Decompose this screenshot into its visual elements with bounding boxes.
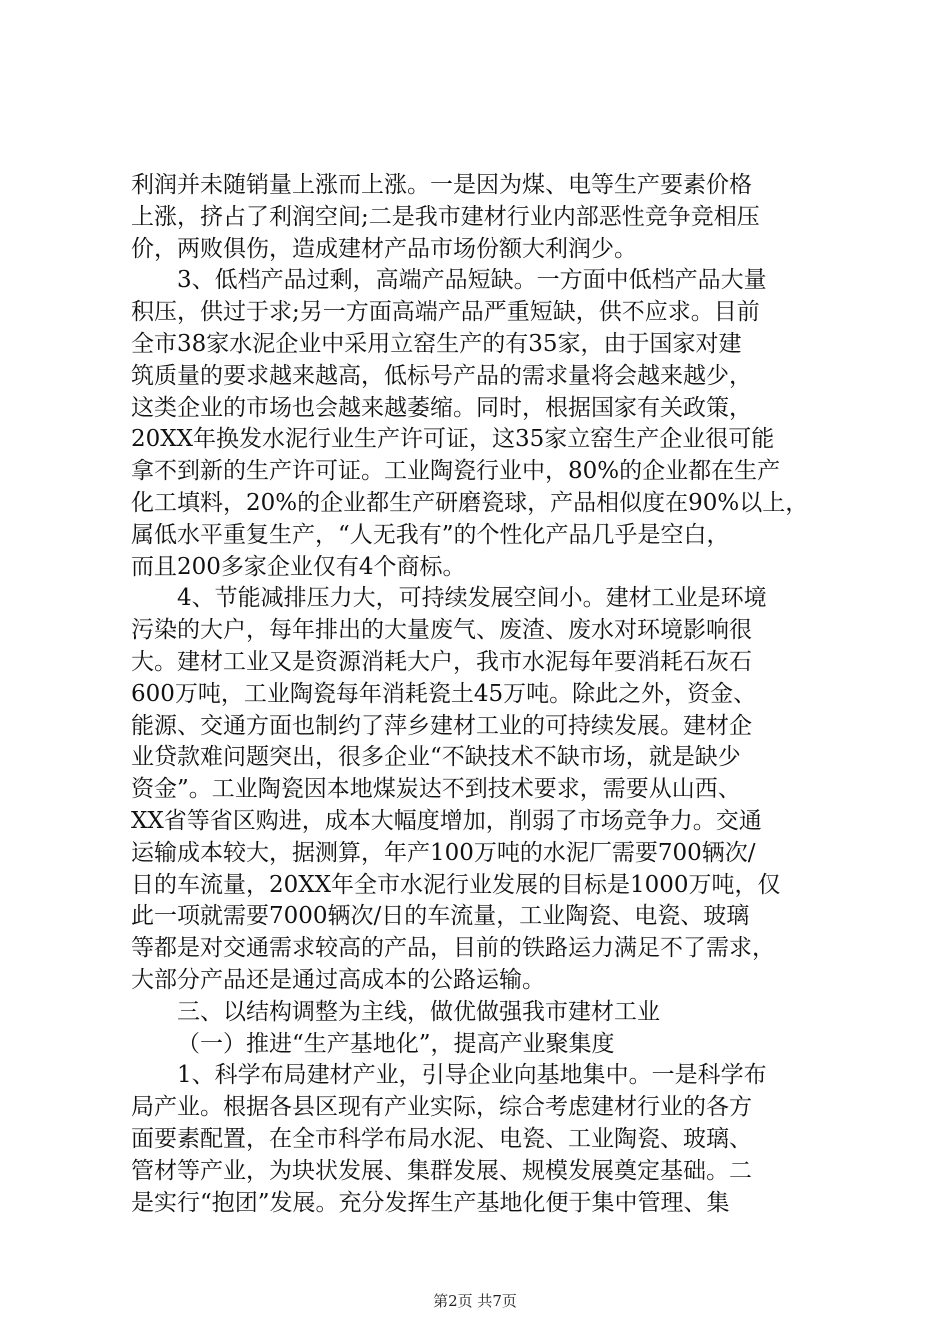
text-line: 污染的大户，每年排出的大量废气、废渣、废水对环境影响很 — [131, 617, 752, 644]
text-line: 是实行“抱团”发展。充分发挥生产基地化便于集中管理、集 — [131, 1189, 730, 1216]
text-line: 等都是对交通需求较高的产品，目前的铁路运力满足不了需求， — [131, 935, 775, 962]
text-line: 4、节能减排压力大，可持续发展空间小。建材工业是环境 — [177, 585, 767, 612]
text-line: XX省等省区购进，成本大幅度增加，削弱了市场竞争力。交通 — [131, 807, 762, 834]
text-line: 全市38家水泥企业中采用立窑生产的有35家，由于国家对建 — [131, 330, 742, 357]
text-line: 筑质量的要求越来越高，低标号产品的需求量将会越来越少， — [131, 362, 752, 389]
text-line: 上涨，挤占了利润空间;二是我市建材行业内部恶性竞争竞相压 — [131, 203, 760, 230]
page-number-label: 第2页 共7页 — [433, 1292, 517, 1310]
text-line: 大部分产品还是通过高成本的公路运输。 — [131, 966, 545, 993]
page-footer — [0, 1290, 950, 1311]
text-line: 业贷款难问题突出，很多企业“不缺技术不缺市场，就是缺少 — [131, 744, 741, 771]
text-line: 拿不到新的生产许可证。工业陶瓷行业中，80%的企业都在生产 — [131, 458, 781, 485]
text-line: 此一项就需要7000辆次/日的车流量，工业陶瓷、电瓷、玻璃 — [131, 903, 750, 930]
text-line: 600万吨，工业陶瓷每年消耗瓷土45万吨。除此之外，资金、 — [131, 680, 757, 707]
text-line: 积压，供过于求;另一方面高端产品严重短缺，供不应求。目前 — [131, 299, 760, 326]
text-line: 局产业。根据各县区现有产业实际，综合考虑建材行业的各方 — [131, 1094, 752, 1121]
text-line: 大。建材工业又是资源消耗大户，我市水泥每年要消耗石灰石 — [131, 648, 752, 675]
text-line: 资金”。工业陶瓷因本地煤炭达不到技术要求，需要从山西、 — [131, 776, 741, 803]
text-line: 日的车流量，20XX年全市水泥行业发展的目标是1000万吨，仅 — [131, 871, 781, 898]
section-heading: 三、以结构调整为主线，做优做强我市建材工业 — [177, 998, 660, 1025]
text-line: 运输成本较大，据测算，年产100万吨的水泥厂需要700辆次/ — [131, 839, 756, 866]
document-body — [131, 170, 831, 1219]
text-line: 价，两败俱伤，造成建材产品市场份额大利润少。 — [131, 235, 637, 262]
text-line: 3、低档产品过剩，高端产品短缺。一方面中低档产品大量 — [177, 267, 767, 294]
text-line: 面要素配置，在全市科学布局水泥、电瓷、工业陶瓷、玻璃、 — [131, 1125, 752, 1152]
text-line: 管材等产业，为块状发展、集群发展、规模发展奠定基础。二 — [131, 1157, 752, 1184]
text-line: 能源、交通方面也制约了萍乡建材工业的可持续发展。建材企 — [131, 712, 752, 739]
text-line: 化工填料，20%的企业都生产研磨瓷球，产品相似度在90%以上， — [131, 489, 809, 516]
subsection-heading: （一）推进“生产基地化”，提高产业聚集度 — [177, 1030, 615, 1057]
text-line: 利润并未随销量上涨而上涨。一是因为煤、电等生产要素价格 — [131, 172, 752, 198]
text-line: 20XX年换发水泥行业生产许可证，这35家立窑生产企业很可能 — [131, 426, 775, 453]
text-line: 1、科学布局建材产业，引导企业向基地集中。一是科学布 — [177, 1062, 767, 1089]
text-line: 这类企业的市场也会越来越萎缩。同时，根据国家有关政策， — [131, 394, 752, 421]
text-line: 属低水平重复生产，“人无我有”的个性化产品几乎是空白， — [131, 521, 730, 548]
text-line: 而且200多家企业仅有4个商标。 — [131, 553, 466, 580]
